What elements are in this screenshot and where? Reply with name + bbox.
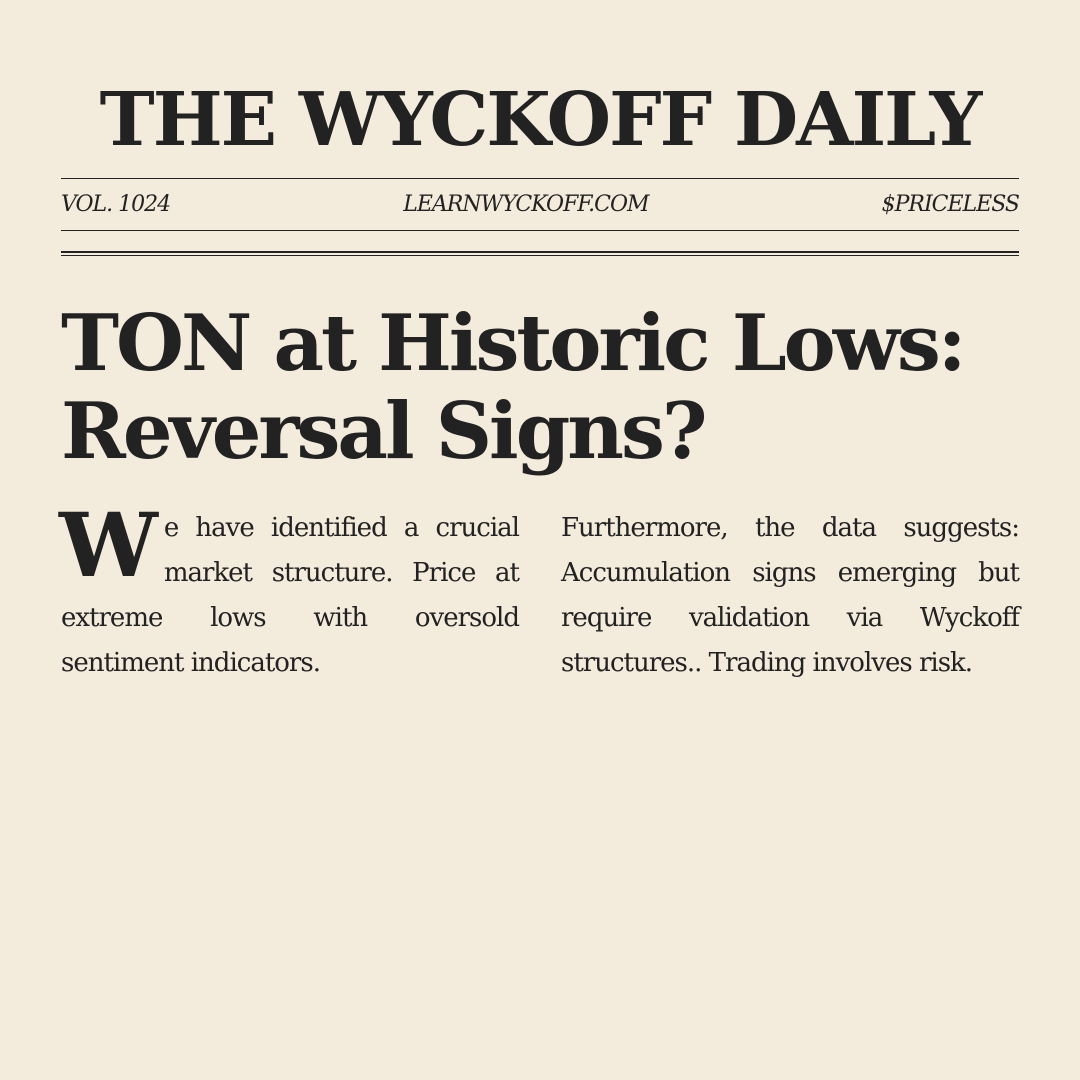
website-link[interactable]: LEARNWYCKOFF.COM: [403, 192, 649, 217]
article-body: [59, 493, 1019, 686]
masthead-title: THE WYCKOFF DAILY: [99, 77, 981, 163]
article-paragraph-2: Furthermore, the data suggests: Accumulation signs emerging but require validation via Wyckoff structures.. Trading involves risk.: [561, 513, 1019, 678]
price-label: $PRICELESS: [881, 192, 1019, 217]
double-divider: [61, 251, 1019, 256]
article-headline: TON at Historic Lows: Reversal Signs?: [61, 298, 964, 477]
newspaper-page: [61, 0, 1019, 1080]
article-column-right: [561, 506, 1019, 686]
masthead-info-bar: [61, 179, 1019, 230]
column-1-text: e have identified a crucial market structure. Price at extreme lows with oversold sentiment indicators.: [61, 513, 519, 678]
article-paragraph-1: [59, 493, 519, 686]
middle-divider: [61, 230, 1019, 231]
drop-cap: W: [59, 493, 156, 597]
article-column-left: [59, 493, 519, 686]
volume-label: VOL. 1024: [61, 192, 171, 217]
